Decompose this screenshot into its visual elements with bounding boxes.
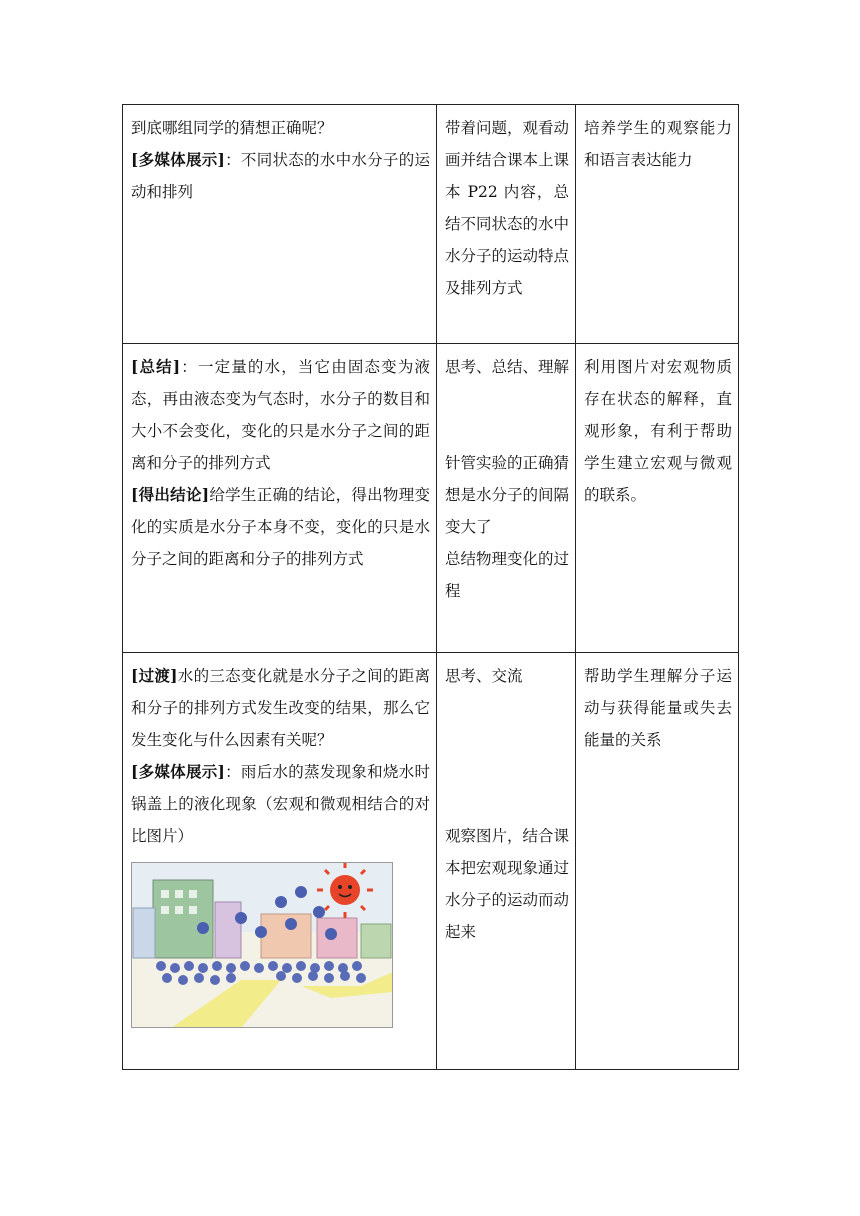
table-row <box>123 344 739 653</box>
evaporation-illustration-icon <box>131 862 393 1028</box>
student-activity-cell <box>437 653 576 1070</box>
paragraph: [总结]：一定量的水，当它由固态变为液态，再由液态变为气态时，水分子的数目和大小不会变化，变化的只是水分子之间的距离和分子的排列方式 <box>131 357 430 472</box>
paragraph: 帮助学生理解分子运动与获得能量或失去能量的关系 <box>584 667 732 749</box>
paragraph: 培养学生的观察能力和语言表达能力 <box>584 119 732 169</box>
paragraph: 思考、交流 <box>445 667 523 685</box>
student-activity-cell <box>437 105 576 344</box>
paragraph: 观察图片，结合课本把宏观现象通过水分子的运动而动起来 <box>445 827 570 941</box>
paragraph: 到底哪组同学的猜想正确呢？ <box>131 119 333 137</box>
teacher-activity-cell <box>123 653 437 1070</box>
paragraph: 针管实验的正确猜想是水分子的间隔变大了 <box>445 454 570 536</box>
table-row <box>123 653 739 1070</box>
lesson-plan-table <box>122 104 739 1070</box>
student-activity-cell <box>437 344 576 653</box>
table-row <box>123 105 739 344</box>
paragraph: 带着问题，观看动画并结合课本上课本 P22 内容，总结不同状态的水中水分子的运动特点及排列方式 <box>445 119 570 297</box>
paragraph: 思考、总结、理解 <box>445 358 570 376</box>
evaporation-illustration <box>131 862 393 1028</box>
design-intent-cell <box>576 653 739 1070</box>
paragraph: [过渡]水的三态变化就是水分子之间的距离和分子的排列方式发生改变的结果，那么它发生变化与什么因素有关呢？ <box>131 666 430 749</box>
design-intent-cell <box>576 105 739 344</box>
paragraph: 利用图片对宏观物质存在状态的解释，直观形象，有利于帮助学生建立宏观与微观的联系。 <box>584 358 732 504</box>
paragraph: [多媒体展示]：雨后水的蒸发现象和烧水时锅盖上的液化现象（宏观和微观相结合的对比图片） <box>131 762 430 845</box>
teacher-activity-cell <box>123 344 437 653</box>
design-intent-cell <box>576 344 739 653</box>
paragraph: [多媒体展示]：不同状态的水中水分子的运动和排列 <box>131 150 430 201</box>
paragraph: 总结物理变化的过程 <box>445 550 570 600</box>
paragraph: [得出结论]给学生正确的结论，得出物理变化的实质是水分子本身不变，变化的只是水分子之间的距离和分子的排列方式 <box>131 485 430 568</box>
teacher-activity-cell <box>123 105 437 344</box>
